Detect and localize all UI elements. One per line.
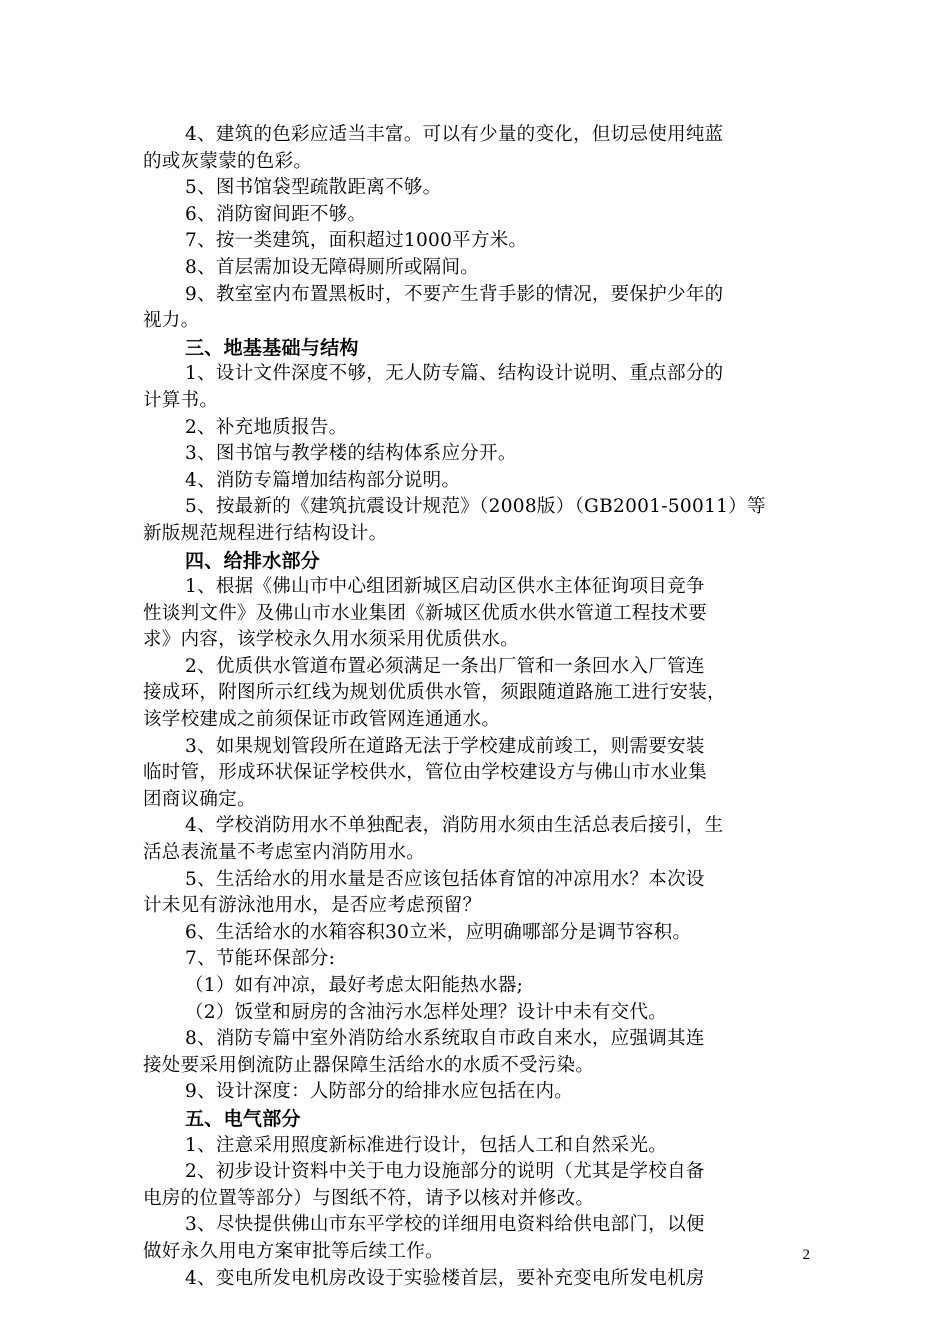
text-line: 4、学校消防用水不单独配表，消防用水须由生活总表后接引，生: [185, 815, 724, 837]
section-heading: 五、电气部分: [185, 1107, 301, 1130]
text-line: 8、消防专篇中室外消防给水系统取自市政自来水，应强调其连: [185, 1028, 705, 1050]
text-line: 3、尽快提供佛山市东平学校的详细用电资料给供电部门，以便: [185, 1214, 705, 1236]
text-line: 视力。: [143, 310, 200, 332]
text-line: 的或灰蒙蒙的色彩。: [143, 150, 313, 172]
text-line: （2）饭堂和厨房的含油污水怎样处理？设计中未有交代。: [185, 1001, 668, 1023]
text-line: 3、图书馆与教学楼的结构体系应分开。: [185, 443, 517, 465]
text-line: 1、注意采用照度新标准进行设计，包括人工和自然采光。: [185, 1134, 668, 1156]
text-line: 2、初步设计资料中关于电力设施部分的说明（尤其是学校自备: [185, 1161, 705, 1183]
text-line: 临时管，形成环状保证学校供水，管位由学校建设方与佛山市水业集: [143, 762, 708, 784]
text-line: 7、按一类建筑，面积超过1000平方米。: [185, 230, 528, 252]
text-line: 1、根据《佛山市中心组团新城区启动区供水主体征询项目竞争: [185, 576, 705, 598]
text-line: 电房的位置等部分）与图纸不符，请予以核对并修改。: [143, 1187, 595, 1209]
text-line: （1）如有冲凉，最好考虑太阳能热水器;: [185, 975, 524, 996]
text-line: 4、变电所发电机房改设于实验楼首层，要补充变电所发电机房: [185, 1267, 705, 1289]
text-line: 接处要采用倒流防止器保障生活给水的水质不受污染。: [143, 1054, 595, 1076]
text-line: 计未见有游泳池用水，是否应考虑预留？: [143, 895, 482, 917]
text-line: 新版规范规程进行结构设计。: [143, 522, 388, 544]
text-line: 性谈判文件》及佛山市水业集团《新城区优质水供水管道工程技术要: [143, 602, 708, 624]
text-line: 2、优质供水管道布置必须满足一条出厂管和一条回水入厂管连: [185, 655, 705, 677]
text-line: 4、建筑的色彩应适当丰富。可以有少量的变化，但切忌使用纯蓝: [185, 124, 724, 145]
text-line: 5、生活给水的用水量是否应该包括体育馆的冲凉用水？本次设: [185, 868, 705, 890]
text-line: 6、消防窗间距不够。: [185, 203, 367, 225]
text-line: 3、如果规划管段所在道路无法于学校建成前竣工，则需要安装: [185, 735, 705, 757]
text-line: 团商议确定。: [143, 788, 256, 810]
document-body: [143, 122, 808, 1292]
text-line: 接成环，附图所示红线为规划优质供水管，须跟随道路施工进行安装，: [143, 682, 726, 704]
text-line: 9、教室室内布置黑板时，不要产生背手影的情况，要保护少年的: [185, 283, 724, 305]
text-line: 9、设计深度：人防部分的给排水应包括在内。: [185, 1081, 574, 1103]
text-line: 5、图书馆袋型疏散距离不够。: [185, 177, 442, 199]
text-line: 5、按最新的《建筑抗震设计规范》（2008版）（GB2001-50011）等: [185, 496, 766, 518]
page-number: 2: [802, 1247, 810, 1263]
section-heading: 四、给排水部分: [185, 549, 321, 572]
text-line: 2、补充地质报告。: [185, 416, 348, 438]
text-line: 4、消防专篇增加结构部分说明。: [185, 469, 461, 491]
text-line: 求》内容，该学校永久用水须采用优质供水。: [143, 629, 520, 651]
text-line: 计算书。: [143, 389, 219, 411]
text-line: 做好永久用电方案审批等后续工作。: [143, 1240, 444, 1262]
text-line: 7、节能环保部分:: [185, 948, 336, 970]
text-line: 6、生活给水的水箱容积30立米，应明确哪部分是调节容积。: [185, 921, 692, 943]
text-line: 1、设计文件深度不够，无人防专篇、结构设计说明、重点部分的: [185, 363, 724, 385]
text-line: 活总表流量不考虑室内消防用水。: [143, 842, 426, 864]
text-line: 该学校建成之前须保证市政管网连通通水。: [143, 709, 501, 731]
text-line: 8、首层需加设无障碍厕所或隔间。: [185, 256, 480, 278]
section-heading: 三、地基基础与结构: [185, 336, 359, 359]
